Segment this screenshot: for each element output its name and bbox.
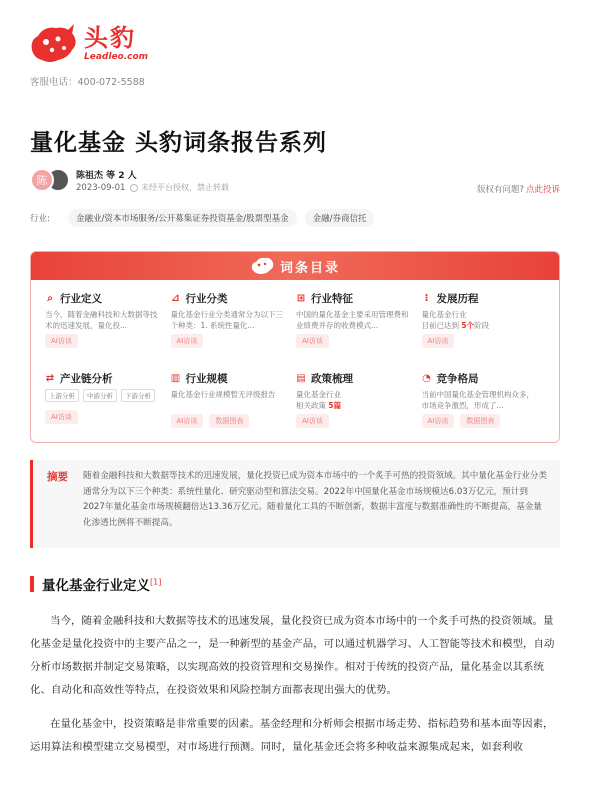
- logo-name: 头豹: [84, 24, 136, 52]
- desc-line: 相关政策: [296, 401, 329, 410]
- industry-tag[interactable]: 金融/券商信托: [305, 209, 375, 227]
- catalog-item-desc: 量化基金行业分类通常分为以下三个种类：1. 系统性量化...: [170, 310, 283, 330]
- catalog-item-desc: 当今，随着金融科技和大数据等技术的迅速发展，量化投...: [45, 310, 158, 330]
- entry-catalog: [30, 251, 560, 443]
- catalog-item-policy[interactable]: [296, 370, 422, 443]
- chain-icon: ⇄: [45, 372, 55, 384]
- leadleo-logo[interactable]: [28, 18, 158, 68]
- catalog-item-features[interactable]: [296, 290, 422, 364]
- copyright-warning-text: 未经平台授权，禁止转载: [141, 183, 229, 192]
- catalog-item-competition[interactable]: [422, 370, 548, 443]
- catalog-item-desc: 量化基金行业规模暂无评级报告: [170, 390, 276, 399]
- policy-count: 5篇: [328, 401, 342, 410]
- ai-interview-chip[interactable]: AI访谈: [296, 334, 329, 348]
- timeline-icon: ⁝: [424, 292, 429, 304]
- catalog-item-title: 竞争格局: [436, 372, 479, 385]
- desc-line: 量化基金行业: [296, 390, 341, 399]
- catalog-header: [31, 252, 559, 280]
- leopard-logo-icon: [28, 20, 78, 66]
- desc-line: 量化基金行业: [421, 310, 467, 319]
- catalog-item-title: 行业分类: [185, 292, 228, 305]
- bar-chart-icon: ▥: [170, 372, 181, 384]
- section-accent-bar: [30, 576, 34, 592]
- data-chart-chip[interactable]: 数据图表: [209, 414, 249, 428]
- copyright-question: 版权有问题?: [476, 185, 524, 195]
- policy-icon: ▤: [296, 372, 306, 384]
- catalog-title: 词条目录: [279, 260, 340, 276]
- ai-interview-chip[interactable]: AI访谈: [296, 414, 329, 428]
- midstream-tag[interactable]: 中游分析: [83, 389, 117, 402]
- author-names[interactable]: 陈祖杰 等 2 人: [76, 171, 137, 181]
- catalog-item-classification[interactable]: [171, 290, 297, 364]
- features-icon: ⊞: [296, 292, 306, 304]
- body-paragraph: 当今，随着金融科技和大数据等技术的迅速发展，量化投资已成为资本市场中的一个炙手可热的投资领域。量化基金是量化投资中的主要产品之一，是一种新型的基金产品，可以通过机器学习、人工智能等技术和模型，自动分析市场数据并制定交易策略，以实现高效的投资管理和交易操作。相对于传统的投资产品，量化基金以其系统化、自动化和高效性等特点，在投资效果和风险控制方面都表现出强大的优势。: [30, 615, 555, 696]
- pie-chart-icon: ◔: [422, 372, 431, 384]
- catalog-item-chain[interactable]: [45, 370, 171, 443]
- ai-interview-chip[interactable]: AI访谈: [45, 334, 78, 348]
- catalog-item-scale[interactable]: [171, 370, 297, 443]
- info-icon: [130, 184, 138, 192]
- catalog-item-title: 政策梳理: [311, 372, 353, 385]
- section-heading: [30, 574, 161, 594]
- logo-domain: Leadleo.com: [84, 52, 149, 62]
- catalog-item-history[interactable]: [422, 290, 548, 364]
- catalog-item-desc: [296, 389, 412, 411]
- leopard-logo-icon: [250, 256, 274, 276]
- stage-count: 5个: [461, 321, 475, 330]
- magnify-doc-icon: ⌕: [47, 292, 53, 304]
- ai-interview-chip[interactable]: AI访谈: [422, 414, 455, 428]
- avatar[interactable]: 陈: [30, 168, 54, 192]
- catalog-item-desc: [422, 309, 538, 331]
- page-title: 量化基金 头豹词条报告系列: [30, 130, 328, 156]
- hierarchy-icon: ⊿: [171, 292, 180, 304]
- data-chart-chip[interactable]: 数据图表: [460, 414, 500, 428]
- desc-line: 阶段: [474, 321, 490, 330]
- ai-interview-chip[interactable]: AI访谈: [171, 334, 204, 348]
- copyright-report: [477, 183, 560, 195]
- section-title: 量化基金行业定义: [42, 578, 150, 594]
- reference-link[interactable]: [1]: [150, 577, 162, 587]
- desc-line: 目前已达到: [421, 321, 462, 330]
- abstract-label: 摘要: [47, 471, 68, 483]
- report-link[interactable]: 点此投诉: [525, 185, 560, 195]
- industry-tags: [30, 209, 374, 227]
- downstream-tag[interactable]: 下游分析: [121, 389, 155, 402]
- industry-tag[interactable]: 金融业/资本市场服务/公开募集证券投资基金/股票型基金: [68, 209, 297, 227]
- customer-service-hotline: 客服电话：400-072-5588: [30, 77, 145, 88]
- catalog-item-title: 行业特征: [311, 292, 353, 305]
- body-paragraph: 在量化基金中，投资策略是非常重要的因素。基金经理和分析师会根据市场走势、指标趋势和基本面等因素，运用算法和模型建立交易模型，对市场进行预测。同时，量化基金还会将多种收益来源集成起来，如套利收: [30, 718, 554, 753]
- upstream-tag[interactable]: 上游分析: [45, 389, 79, 402]
- publish-date: 2023-09-01: [76, 183, 126, 193]
- catalog-item-definition[interactable]: [45, 290, 171, 364]
- catalog-item-title: 行业定义: [60, 292, 102, 305]
- catalog-item-desc: 中国的量化基金主要采用管理费和业绩费并存的收费模式...: [296, 310, 409, 330]
- abstract-box: [30, 460, 560, 548]
- abstract-text: 随着金融科技和大数据等技术的迅速发展，量化投资已成为资本市场中的一个炙手可热的投资领域。其中量化基金行业分类通常分为以下三个种类：系统性量化、研究驱动型和算法交易。2022年中国量化基金市场规模达6.03万亿元，预计到2027年量化基金市场规模翻倍达13.36万亿元。随着量化工具的不断创新，数据丰富度与数据准确性的不断提高，基金量化渗透比例将不断提高。: [83, 471, 548, 528]
- catalog-item-title: 发展历程: [436, 292, 479, 305]
- industry-label: 行业:: [30, 214, 50, 224]
- catalog-item-title: 行业规模: [185, 372, 228, 385]
- catalog-item-desc: 当前中国量化基金管理机构众多，市场竞争激烈，形成了...: [421, 390, 534, 410]
- ai-interview-chip[interactable]: AI访谈: [171, 414, 204, 428]
- ai-interview-chip[interactable]: AI访谈: [422, 334, 455, 348]
- ai-interview-chip[interactable]: AI访谈: [45, 410, 78, 424]
- copyright-warning: [130, 182, 229, 193]
- catalog-item-title: 产业链分析: [60, 372, 113, 385]
